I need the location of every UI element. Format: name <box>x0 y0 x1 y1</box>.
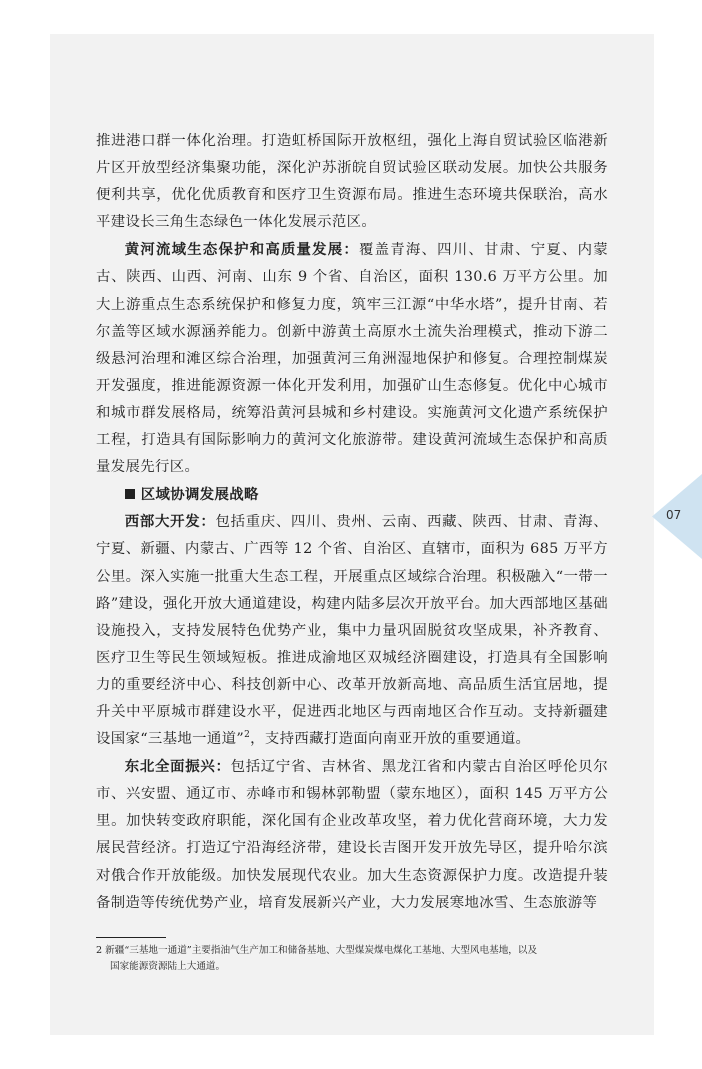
footnote-ref[interactable]: 2 <box>244 730 251 741</box>
page-number-tab <box>652 474 702 559</box>
paragraph-northeast-revitalization: 东北全面振兴：包括辽宁省、吉林省、黑龙江省和内蒙古自治区呼伦贝尔市、兴安盟、通辽市、赤峰市和锡林郭勒盟（蒙东地区），面积 145 万平方公里。加快转变政府职能，深化国有企业改革攻坚，着力优化营商环境，大力发展民营经济。打造辽宁沿海经济带，建设长吉图开发开放先导区，提升哈尔滨对俄合作开放能级。加快发展现代农业。加大生态资源保护力度。改造提升装备制造等传统优势产业，培育发展新兴产业，大力发展寒地冰雪、生态旅游等 <box>96 758 608 911</box>
section-heading: 区域协调发展战略 <box>96 481 608 508</box>
yellow-river-lead: 黄河流域生态保护和高质量发展： <box>124 241 360 259</box>
paragraph-yangtze-continued: 推进港口群一体化治理。打造虹桥国际开放枢纽，强化上海自贸试验区临港新片区开放型经济集聚功能，深化沪苏浙皖自贸试验区联动发展。加快公共服务便利共享，优化优质教育和医疗卫生资源布局。推进生态环境共保联治，高水平建设长三角生态绿色一体化发展示范区。 <box>96 133 608 231</box>
paragraph-yellow-river: 黄河流域生态保护和高质量发展：覆盖青海、四川、甘肃、宁夏、内蒙古、陕西、山西、河南、山东 9 个省、自治区，面积 130.6 万平方公里。加大上游重点生态系统保护和修复力度，筑牢三江源“中华水塔”，提升甘南、若尔盖等区域水源涵养能力。创新中游黄土高原水土流失治理模式，推动下游二级悬河治理和滩区综合治理，加强黄河三角洲湿地保护和修复。合理控制煤炭开发强度，推进能源资源一体化开发利用，加强矿山生态修复。优化中心城市和城市群发展格局，统筹沿黄河县城和乡村建设。实施黄河文化遗产系统保护工程，打造具有国际影响力的黄河文化旅游带。建设黄河流域生态保护和高质量发展先行区。 <box>96 241 608 476</box>
paragraph-western-development: 西部大开发：包括重庆、四川、贵州、云南、西藏、陕西、甘肃、青海、宁夏、新疆、内蒙古、广西等 12 个省、自治区、直辖市，面积为 685 万平方公里。深入实施一批重大生态工程，开展重点区域综合治理。积极融入“一带一路”建设，强化开放大通道建设，构建内陆多层次开放平台。加大西部地区基础设施投入，支持发展特色优势产业，集中力量巩固脱贫攻坚成果，补齐教育、医疗卫生等民生领域短板。推进成渝地区双城经济圈建设，打造具有全国影响力的重要经济中心、科技创新中心、改革开放新高地、高品质生活宜居地，提升关中平原城市群建设水平，促进西北地区与西南地区合作互动。支持新疆建设国家“三基地一通道”$^2$，支持西藏打造面向南亚开放的重要通道。 <box>96 513 608 748</box>
square-bullet-icon <box>125 489 135 499</box>
body-text <box>96 128 608 917</box>
footnote-line-1: 2 新疆“三基地一通道”主要指油气生产加工和储备基地、大型煤炭煤电煤化工基地、大型风电基地，以及 <box>96 945 538 956</box>
footnote <box>96 943 616 975</box>
northeast-lead: 东北全面振兴： <box>124 758 231 776</box>
footnote-line-2: 国家能源资源陆上大通道。 <box>110 961 226 972</box>
page-number: 07 <box>666 508 682 522</box>
footnote-divider <box>96 937 166 938</box>
western-lead: 西部大开发： <box>124 513 216 531</box>
